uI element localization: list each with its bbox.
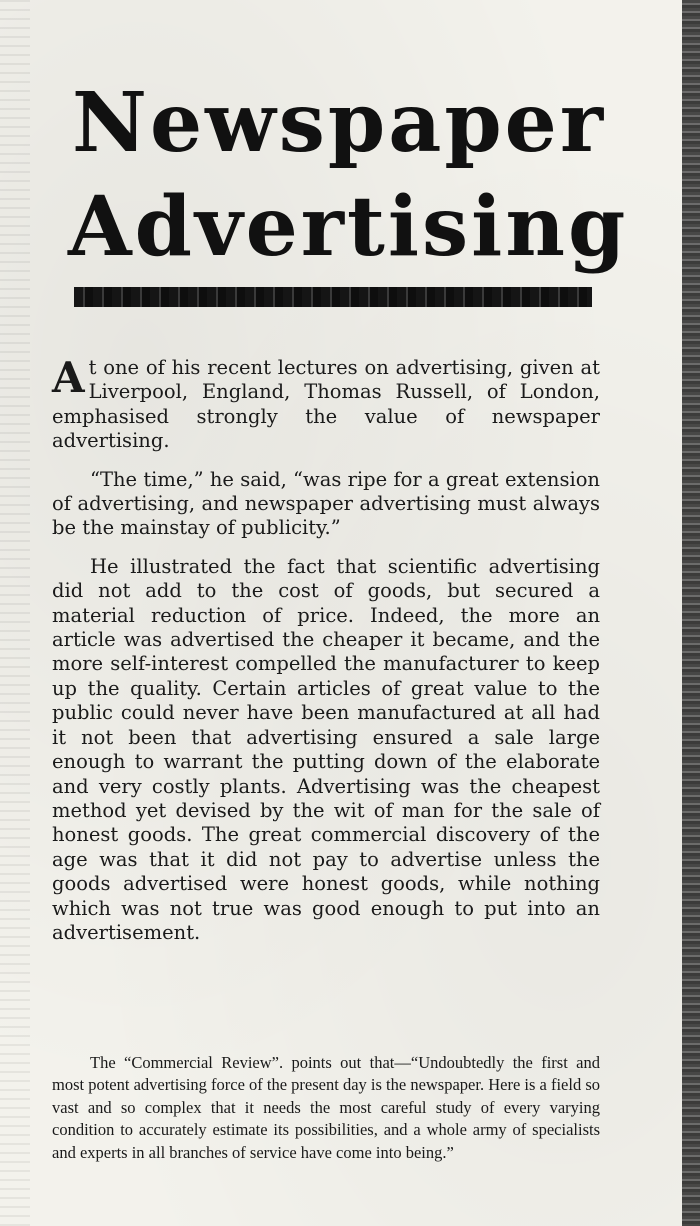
paragraph-1-text: t one of his recent lectures on advertising, given at Liverpool, England, Thomas Russell, of London, emphasised strongly the value of newspaper advertising. <box>52 356 600 453</box>
commercial-review-quote <box>52 1052 600 1164</box>
paragraph-2: “The time,” he said, “was ripe for a great extension of advertising, and newspaper advertising must always be the mainstay of publicity.” <box>52 467 600 540</box>
headline-line-1: Newspaper <box>72 75 607 171</box>
paragraph-4: The “Commercial Review”. points out that—“Undoubtedly the first and most potent advertising force of the present day is the newspaper. Here is a field so vast and so complex that it needs the most careful study of every varying condition to accurately estimate its possibilities, and a whole army of specialists and experts in all branches of service have come into being.” <box>52 1053 601 1162</box>
paragraph-3: He illustrated the fact that scientific advertising did not add to the cost of goods, but secured a material reduction of price. Indeed, the more an article was advertised the cheaper it became, and the more self-interest compelled the manufacturer to keep up the quality. Certain articles of great value to the public could never have been manufactured at all had it not been that advertising ensured a sale large enough to warrant the putting down of the elaborate and very costly plants. Advertising was the cheapest method yet devised by the wit of man for the sale of honest goods. The great commercial discovery of the age was that it did not pay to advertise unless the goods advertised were honest goods, while nothing which was not true was good enough to put into an advertisement. <box>52 554 600 944</box>
drop-cap: A <box>52 353 85 402</box>
decorative-rule <box>74 287 592 307</box>
article-body <box>52 353 600 959</box>
paper-edge-right <box>682 0 700 1226</box>
paragraph-1 <box>52 353 600 454</box>
headline-line-2: Advertising <box>68 179 629 275</box>
paper-edge-left <box>0 0 30 1226</box>
